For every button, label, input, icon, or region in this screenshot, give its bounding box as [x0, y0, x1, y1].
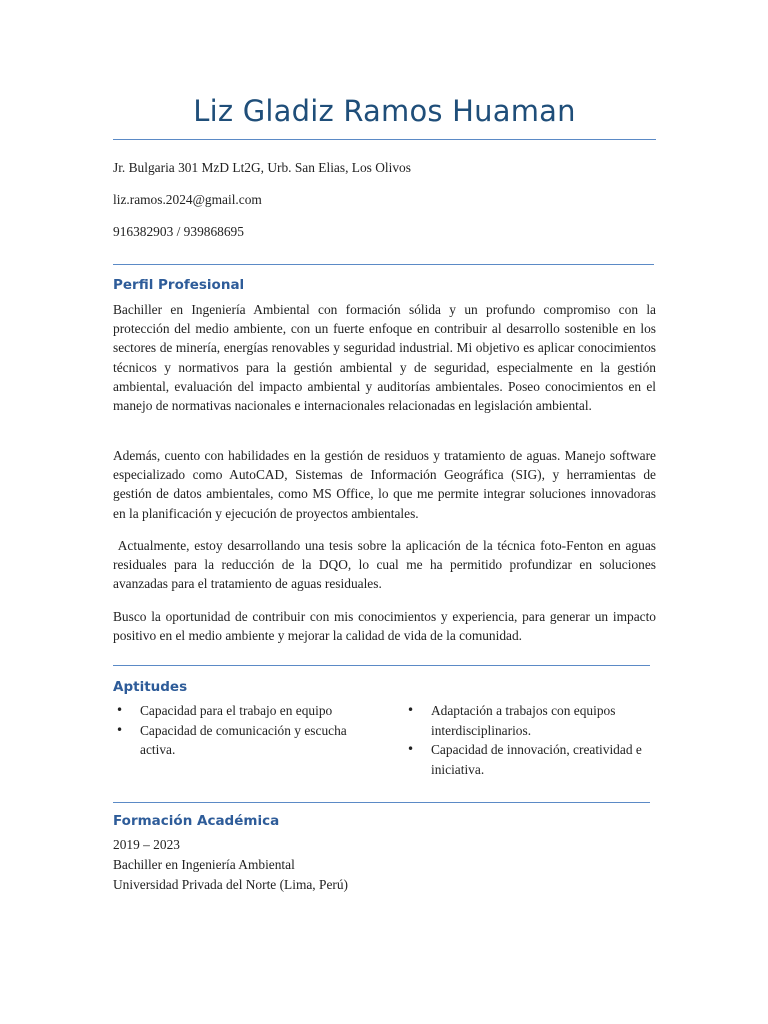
perfil-paragraph-2: Además, cuento con habilidades en la gestión de residuos y tratamiento de aguas. Manejo software especializado como AutoCAD, Sistemas de Información Geográfica (SIG), y herramientas de gestión de datos ambientales, como MS Office, lo que me permite integrar soluciones innovadoras en la planificación y ejecución de proyectos ambientales.: [113, 448, 656, 521]
contact-phone: 916382903 / 939868695: [113, 224, 244, 239]
section-title-perfil: Perfil Profesional: [113, 277, 245, 293]
perfil-paragraph-3: Actualmente, estoy desarrollando una tesis sobre la aplicación de la técnica foto-Fenton en aguas residuales para la reducción de la DQO, lo cual me ha permitido profundizar en soluciones avanzadas para el tratamiento de aguas residuales.: [113, 538, 660, 592]
section-title-formacion: Formación Académica: [113, 813, 280, 829]
aptitude-item: • Capacidad para el trabajo en equipo: [114, 701, 374, 721]
aptitude-item: • Capacidad de innovación, creatividad e iniciativa.: [405, 740, 655, 779]
header-divider: [113, 139, 656, 140]
formacion-degree: Bachiller en Ingeniería Ambiental: [113, 857, 295, 872]
formacion-period: 2019 – 2023: [113, 837, 180, 852]
aptitudes-list-right: [405, 701, 655, 779]
contact-address: Jr. Bulgaria 301 MzD Lt2G, Urb. San Elias, Los Olivos: [113, 160, 411, 175]
perfil-divider: [113, 665, 650, 666]
aptitude-item: • Adaptación a trabajos con equipos interdisciplinarios.: [405, 701, 655, 740]
aptitudes-list-left: [114, 701, 374, 760]
candidate-name: Liz Gladiz Ramos Huaman: [193, 94, 576, 128]
contact-email: liz.ramos.2024@gmail.com: [113, 192, 262, 207]
formacion-institution: Universidad Privada del Norte (Lima, Perú): [113, 877, 349, 892]
section-title-aptitudes: Aptitudes: [113, 679, 188, 695]
contact-divider: [113, 264, 654, 265]
aptitudes-divider: [113, 802, 650, 803]
perfil-paragraph-1: Bachiller en Ingeniería Ambiental con formación sólida y un profundo compromiso con la protección del medio ambiente, con un fuerte enfoque en contribuir al desarrollo sostenible en los sectores de minería, energías renovables y seguridad industrial. Mi objetivo es aplicar conocimientos técnicos y normativos para la gestión ambiental y de seguridad, especialmente en la gestión ambiental, evaluación del impacto ambiental y auditorías ambientales. Poseo conocimientos en el manejo de normativas nacionales e internacionales relacionadas en legislación ambiental.: [113, 302, 656, 414]
perfil-paragraph-4: Busco la oportunidad de contribuir con mis conocimientos y experiencia, para generar un impacto positivo en el medio ambiente y mejorar la calidad de vida de la comunidad.: [113, 609, 656, 644]
aptitude-item: • Capacidad de comunicación y escucha activa.: [114, 721, 374, 760]
